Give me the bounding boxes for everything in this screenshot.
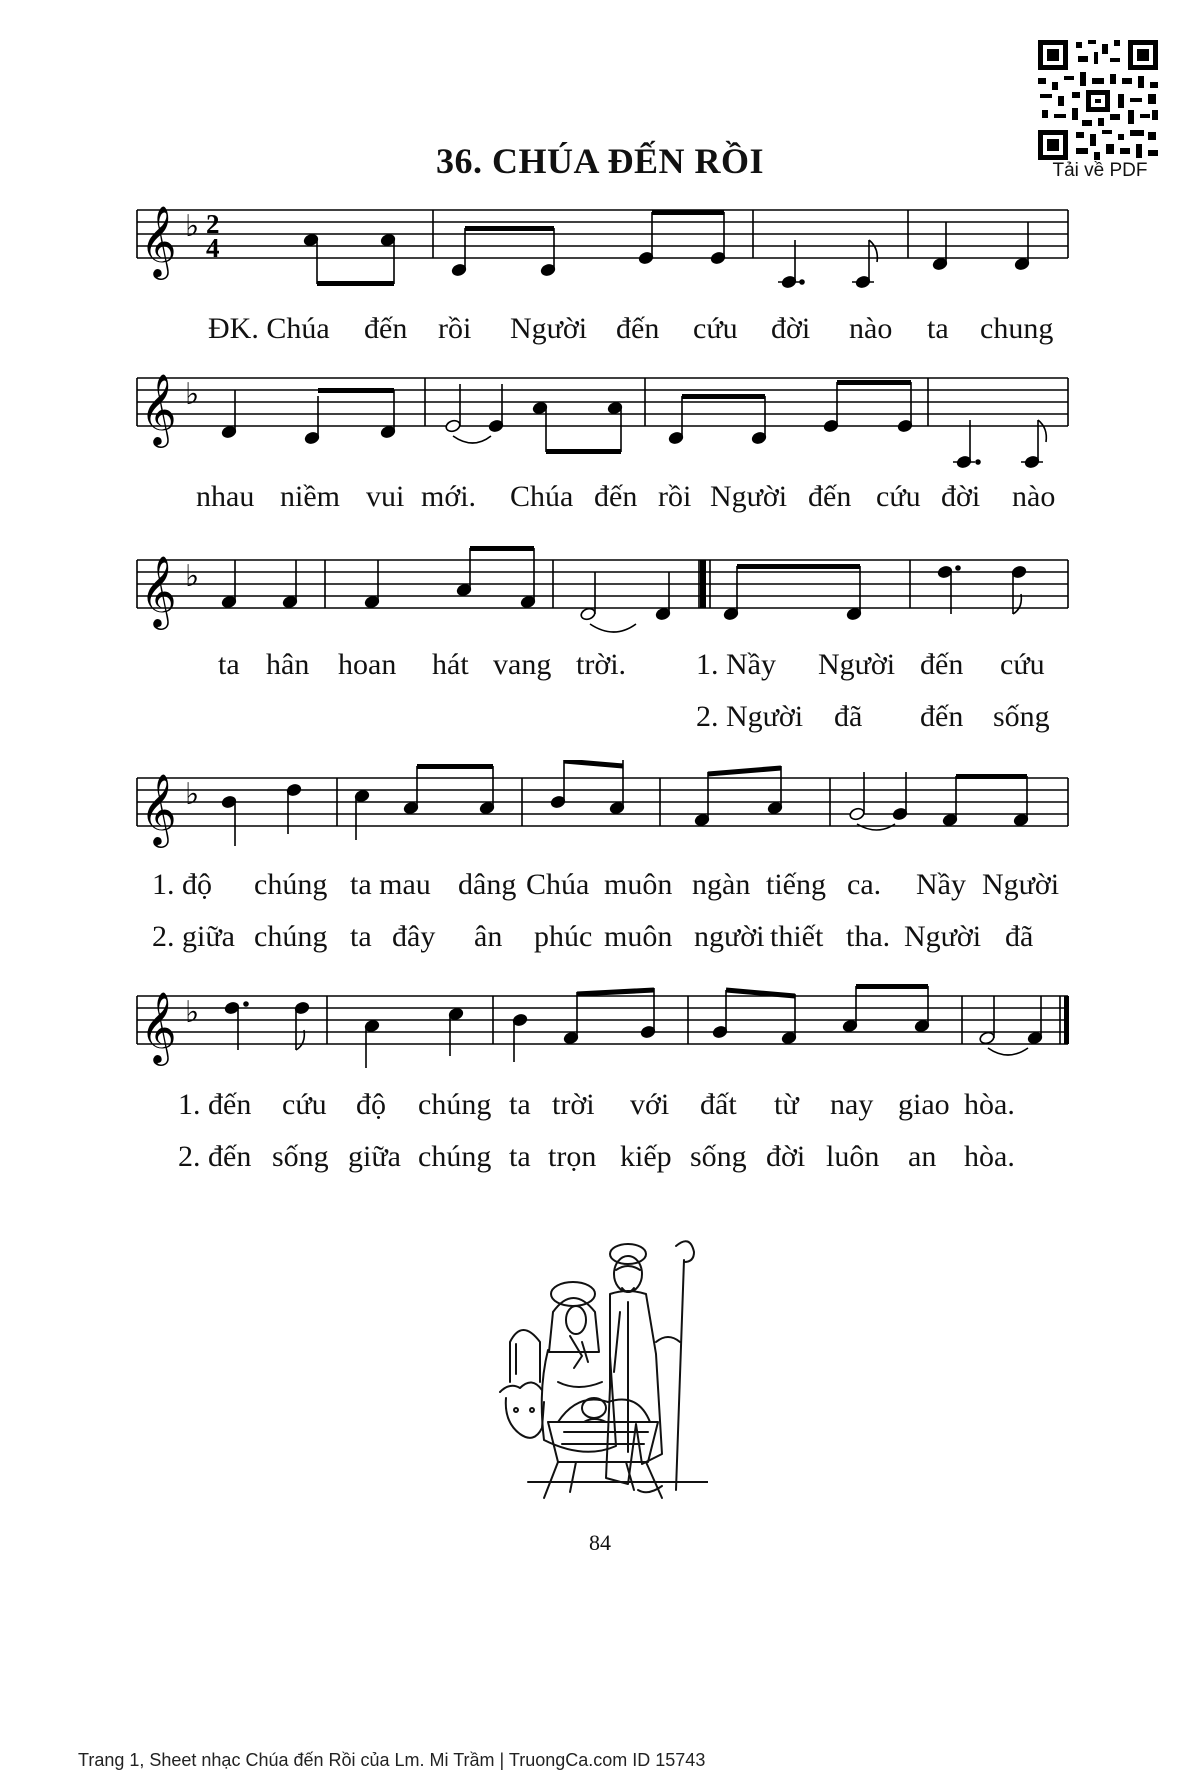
repeat-barline: [700, 560, 706, 608]
lyric-word: kiếp: [620, 1140, 672, 1173]
lyric-word: vui: [366, 480, 405, 513]
lyric-word: đời: [941, 480, 981, 513]
lyric-word: đất: [700, 1088, 737, 1121]
lyric-word: đã: [1005, 920, 1034, 953]
lyric-word: ta: [218, 648, 240, 681]
lyric-word: sống: [993, 700, 1050, 733]
lyric-word: luôn: [826, 1140, 880, 1173]
lyric-word: chúng: [254, 920, 328, 953]
lyric-word: độ: [356, 1088, 386, 1121]
lyric-word: ca.: [847, 868, 882, 901]
staff-2: [0, 370, 1200, 470]
lyric-word: muôn: [604, 868, 673, 901]
lyric-word: sống: [690, 1140, 747, 1173]
lyric-word: với: [630, 1088, 670, 1121]
flat-icon: ♭: [185, 559, 200, 594]
treble-clef-icon: 𝄞: [140, 372, 177, 445]
lyric-word: Chúa: [526, 868, 590, 901]
lyric-word: ngàn: [692, 868, 751, 901]
lyric-word: 1. Nầy: [696, 648, 776, 681]
lyric-word: Người: [818, 648, 896, 681]
qr-code-icon[interactable]: [1036, 38, 1160, 162]
lyric-word: cứu: [1000, 648, 1045, 681]
lyric-word: ân: [474, 920, 503, 953]
lyric-word: đời: [766, 1140, 806, 1173]
lyric-word: phúc: [534, 920, 593, 953]
flat-icon: ♭: [185, 209, 200, 244]
lyric-word: giao: [898, 1088, 950, 1121]
lyric-word: tiếng: [766, 868, 826, 901]
treble-clef-icon: 𝄞: [140, 204, 177, 277]
lyric-word: hòa.: [964, 1140, 1015, 1173]
lyric-word: đến: [920, 700, 964, 733]
time-signature-top: 2: [206, 209, 220, 239]
time-signature-bottom: 4: [206, 233, 220, 263]
staff-5: [0, 980, 1200, 1080]
treble-clef-icon: 𝄞: [140, 990, 177, 1063]
lyric-word: rồi: [658, 480, 692, 513]
staff-1: [0, 200, 1200, 300]
lyric-word: Nầy: [916, 868, 966, 901]
lyric-word: đến: [364, 312, 408, 345]
lyric-word: nào: [849, 312, 893, 345]
download-pdf-link[interactable]: Tải về PDF: [1052, 160, 1148, 181]
page-number: 84: [589, 1530, 611, 1555]
lyric-word: cứu: [876, 480, 921, 513]
lyric-word: hòa.: [964, 1088, 1015, 1121]
lyric-word: nay: [830, 1088, 874, 1121]
lyric-word: hát: [432, 648, 469, 681]
lyric-word: tha.: [846, 920, 891, 953]
lyric-word: mới.: [421, 480, 477, 513]
lyric-word: niềm: [280, 480, 340, 513]
lyric-word: hoan: [338, 648, 397, 681]
lyric-word: cứu: [693, 312, 738, 345]
lyric-word: muôn: [604, 920, 673, 953]
lyric-word: 1. độ: [152, 868, 212, 901]
lyric-word: Người: [904, 920, 982, 953]
lyric-word: chúng: [418, 1140, 492, 1173]
lyric-word: ta: [509, 1088, 531, 1121]
lyric-word: đến: [808, 480, 852, 513]
lyric-word: đã: [834, 700, 863, 733]
lyric-word: Người: [982, 868, 1060, 901]
lyric-word: ta: [509, 1140, 531, 1173]
lyric-word: đây: [392, 920, 436, 953]
staff-4: [0, 760, 1200, 860]
footer-caption: Trang 1, Sheet nhạc Chúa đến Rồi của Lm. Mi Trầm | TruongCa.com ID 15743: [78, 1750, 706, 1770]
lyric-word: người: [694, 920, 765, 953]
flat-icon: ♭: [185, 377, 200, 412]
lyric-word: rồi: [438, 312, 472, 345]
lyric-word: cứu: [282, 1088, 327, 1121]
lyric-word: ta: [927, 312, 949, 345]
lyric-word: trời.: [576, 648, 627, 681]
lyric-word: ta: [350, 920, 372, 953]
treble-clef-icon: 𝄞: [140, 554, 177, 627]
lyric-word: thiết: [770, 920, 824, 953]
lyric-word: giữa: [348, 1140, 401, 1173]
flat-icon: ♭: [185, 995, 200, 1030]
lyric-word: sống: [272, 1140, 329, 1173]
song-title: 36. CHÚA ĐẾN RỒI: [435, 141, 765, 181]
lyric-word: đến: [616, 312, 660, 345]
lyric-word: 2. Người: [696, 700, 804, 733]
nativity-scene-icon: [498, 1232, 708, 1502]
lyric-word: an: [908, 1140, 937, 1173]
treble-clef-icon: 𝄞: [140, 772, 177, 845]
flat-icon: ♭: [185, 777, 200, 812]
lyric-word: Người: [510, 312, 588, 345]
lyric-word: Chúa: [510, 480, 574, 513]
lyric-word: từ: [774, 1088, 799, 1121]
lyric-word: đến: [594, 480, 638, 513]
lyric-word: hân: [266, 648, 310, 681]
lyric-word: chung: [980, 312, 1054, 345]
lyric-word: Người: [710, 480, 788, 513]
lyric-word: 1. đến: [178, 1088, 252, 1121]
lyric-word: đến: [920, 648, 964, 681]
lyric-word: chúng: [254, 868, 328, 901]
lyric-word: nào: [1012, 480, 1056, 513]
lyric-word: ta mau: [350, 868, 431, 901]
lyric-line-1: ĐK. Chúa: [208, 312, 330, 345]
lyric-word: 2. đến: [178, 1140, 252, 1173]
final-barline: [1064, 996, 1069, 1044]
lyric-word: vang: [493, 648, 552, 681]
lyric-word: trọn: [548, 1140, 597, 1173]
lyric-word: đời: [771, 312, 811, 345]
lyric-word: dâng: [458, 868, 517, 901]
lyric-word: 2. giữa: [152, 920, 235, 953]
lyric-word: chúng: [418, 1088, 492, 1121]
staff-3: [0, 540, 1200, 640]
lyric-word: nhau: [196, 480, 255, 513]
lyric-word: trời: [552, 1088, 595, 1121]
